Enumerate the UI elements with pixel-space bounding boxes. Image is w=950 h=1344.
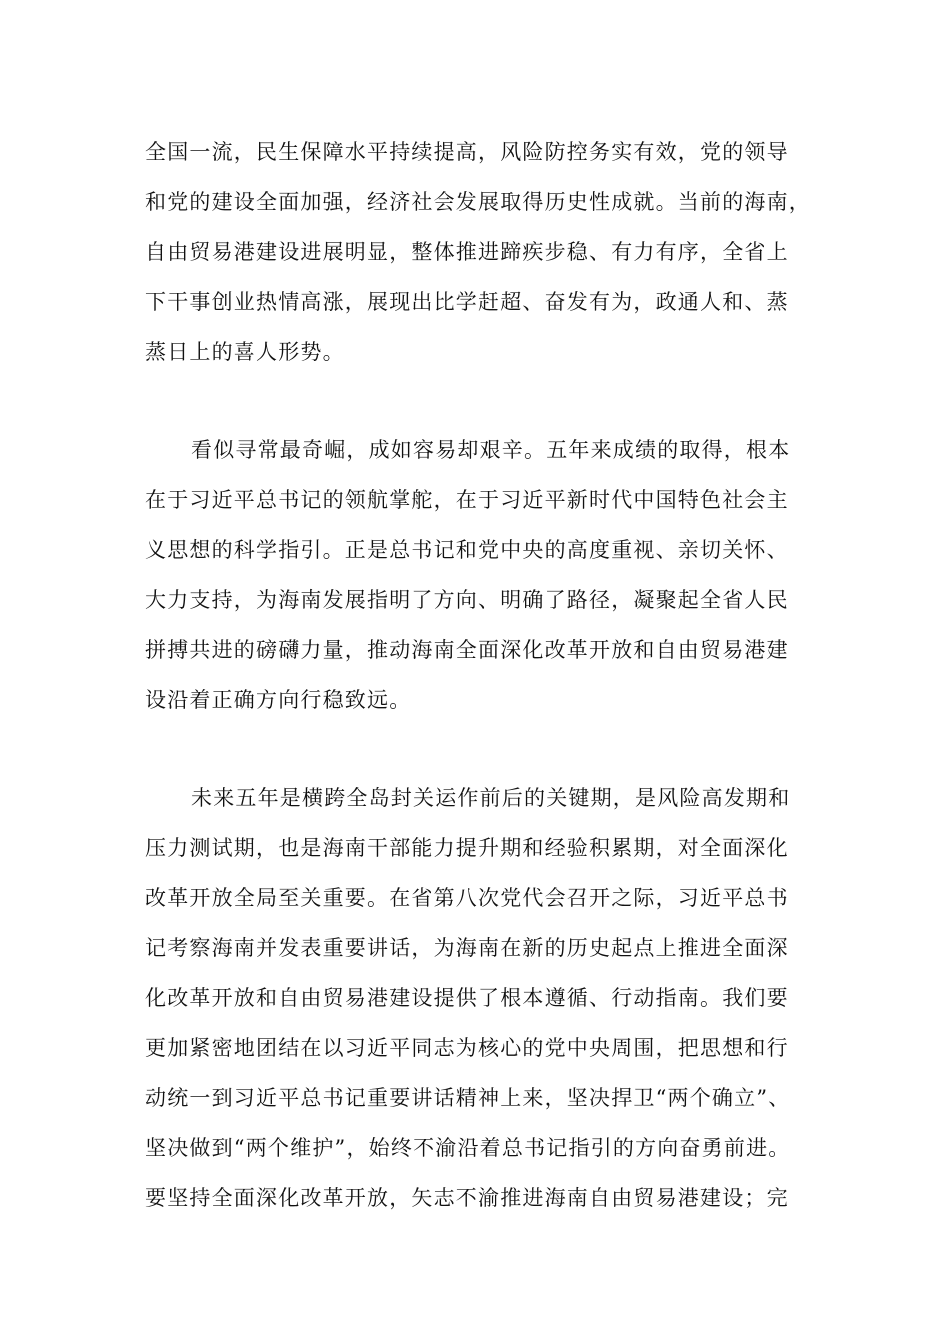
text-line: 化改革开放和自由贸易港建设提供了根本遵循、行动指南。我们要 [145, 986, 789, 1010]
text-line: 更加紧密地团结在以习近平同志为核心的党中央周围，把思想和行 [145, 1036, 789, 1060]
text-line: 自由贸易港建设进展明显，整体推进蹄疾步稳、有力有序，全省上 [145, 240, 789, 264]
text-line: 全国一流，民生保障水平持续提高，风险防控务实有效，党的领导 [145, 140, 789, 164]
text-line: 未来五年是横跨全岛封关运作前后的关键期，是风险高发期和 [191, 786, 791, 810]
paragraph-2 [145, 425, 815, 725]
text-line: 义思想的科学指引。正是总书记和党中央的高度重视、亲切关怀、 [145, 538, 789, 562]
paragraph-3 [145, 773, 815, 1223]
text-line: 设沿着正确方向行稳致远。 [145, 688, 412, 712]
text-line: 蒸日上的喜人形势。 [145, 340, 345, 364]
text-line: 动统一到习近平总书记重要讲话精神上来，坚决捍卫“两个确立”、 [145, 1086, 791, 1110]
text-line: 拼搏共进的磅礴力量，推动海南全面深化改革开放和自由贸易港建 [145, 638, 789, 662]
text-line: 要坚持全面深化改革开放，矢志不渝推进海南自由贸易港建设；完 [145, 1186, 789, 1210]
text-line: 在于习近平总书记的领航掌舵，在于习近平新时代中国特色社会主 [145, 488, 789, 512]
text-line: 看似寻常最奇崛，成如容易却艰辛。五年来成绩的取得，根本 [191, 438, 791, 462]
paragraph-1 [145, 127, 815, 377]
text-line: 大力支持，为海南发展指明了方向、明确了路径，凝聚起全省人民 [145, 588, 789, 612]
text-line: 压力测试期，也是海南干部能力提升期和经验积累期，对全面深化 [145, 836, 789, 860]
text-line: 坚决做到“两个维护”，始终不渝沿着总书记指引的方向奋勇前进。 [145, 1136, 791, 1160]
text-line: 改革开放全局至关重要。在省第八次党代会召开之际，习近平总书 [145, 886, 789, 910]
text-line: 和党的建设全面加强，经济社会发展取得历史性成就。当前的海南， [145, 190, 811, 214]
text-line: 下干事创业热情高涨，展现出比学赶超、奋发有为，政通人和、蒸 [145, 290, 789, 314]
text-line: 记考察海南并发表重要讲话，为海南在新的历史起点上推进全面深 [145, 936, 789, 960]
